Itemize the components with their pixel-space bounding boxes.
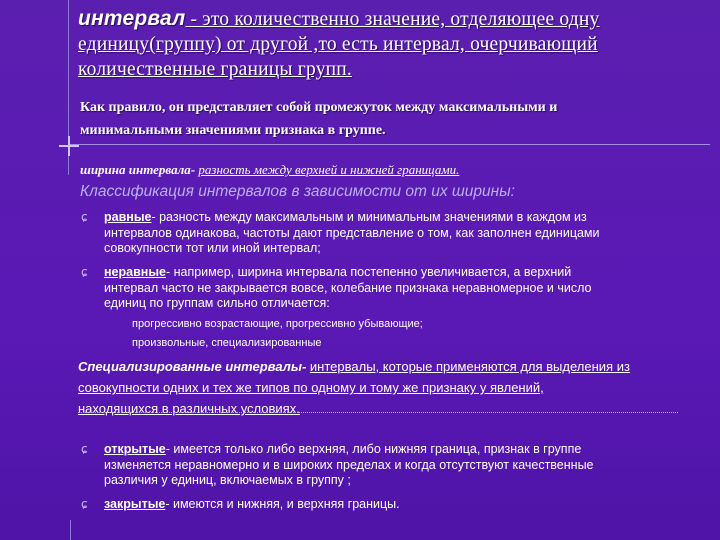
slide-title bbox=[78, 6, 713, 82]
title-line-1: интервал - это количественно значение, отделяющее одну bbox=[78, 7, 600, 30]
list-item-open: открытые- имеется только либо верхняя, либо нижняя граница, признак в группе изменяется неравномерно и в широких пределах и когда отсутствуют качественные различия у единиц, включаемых в группу ; bbox=[104, 442, 594, 487]
bullet-icon: ɕ bbox=[81, 210, 88, 224]
bullet-icon: ɕ bbox=[81, 265, 88, 279]
title-line-3: количественные границы групп. bbox=[78, 59, 352, 80]
bullet-icon: ɕ bbox=[81, 497, 88, 511]
decorative-vertical-line-bottom bbox=[70, 520, 71, 540]
classification-heading: Классификация интервалов в зависимости от их ширины: bbox=[80, 183, 515, 200]
lead-paragraph: Как правило, он представляет собой промежуток между максимальными и минимальными значениями признака в группе. bbox=[80, 100, 558, 138]
sparkle-icon bbox=[59, 136, 79, 156]
list-item-equal: равные- разность между максимальным и минимальным значениями в каждом из интервалов одинакова, частоты дают представление о том, как заполнен единицами совокупности тот или иной интервал; bbox=[104, 210, 600, 255]
list-item-unequal: неравные- например, ширина интервала постепенно увеличивается, а верхний интервал часто не закрывается вовсе, колебание признака неравномерное и число единиц по группам сильно отличается: bbox=[104, 265, 592, 310]
title-term: интервал bbox=[78, 7, 186, 30]
sub-item-arbitrary: произвольные, специализированные bbox=[132, 337, 322, 349]
width-definition: ширина интервала- разность между верхней и нижней границами. bbox=[80, 162, 460, 177]
specialized-intervals: Специализированные интервалы- интервалы, которые применяются для выделения из совокупности одних и тех же типов по одному и тому же признаку у явлений, находящихся в различных условиях. bbox=[78, 359, 630, 416]
bullet-icon: ɕ bbox=[81, 442, 88, 456]
dotted-divider bbox=[78, 412, 678, 413]
title-line-2: единицу(группу) от другой ,то есть интервал, очерчивающий bbox=[78, 34, 598, 55]
sub-item-progressive: прогрессивно возрастающие, прогрессивно убывающие; bbox=[132, 318, 423, 330]
decorative-horizontal-line bbox=[70, 144, 710, 145]
list-item-closed: закрытые- имеются и нижняя, и верхняя границы. bbox=[104, 497, 400, 511]
